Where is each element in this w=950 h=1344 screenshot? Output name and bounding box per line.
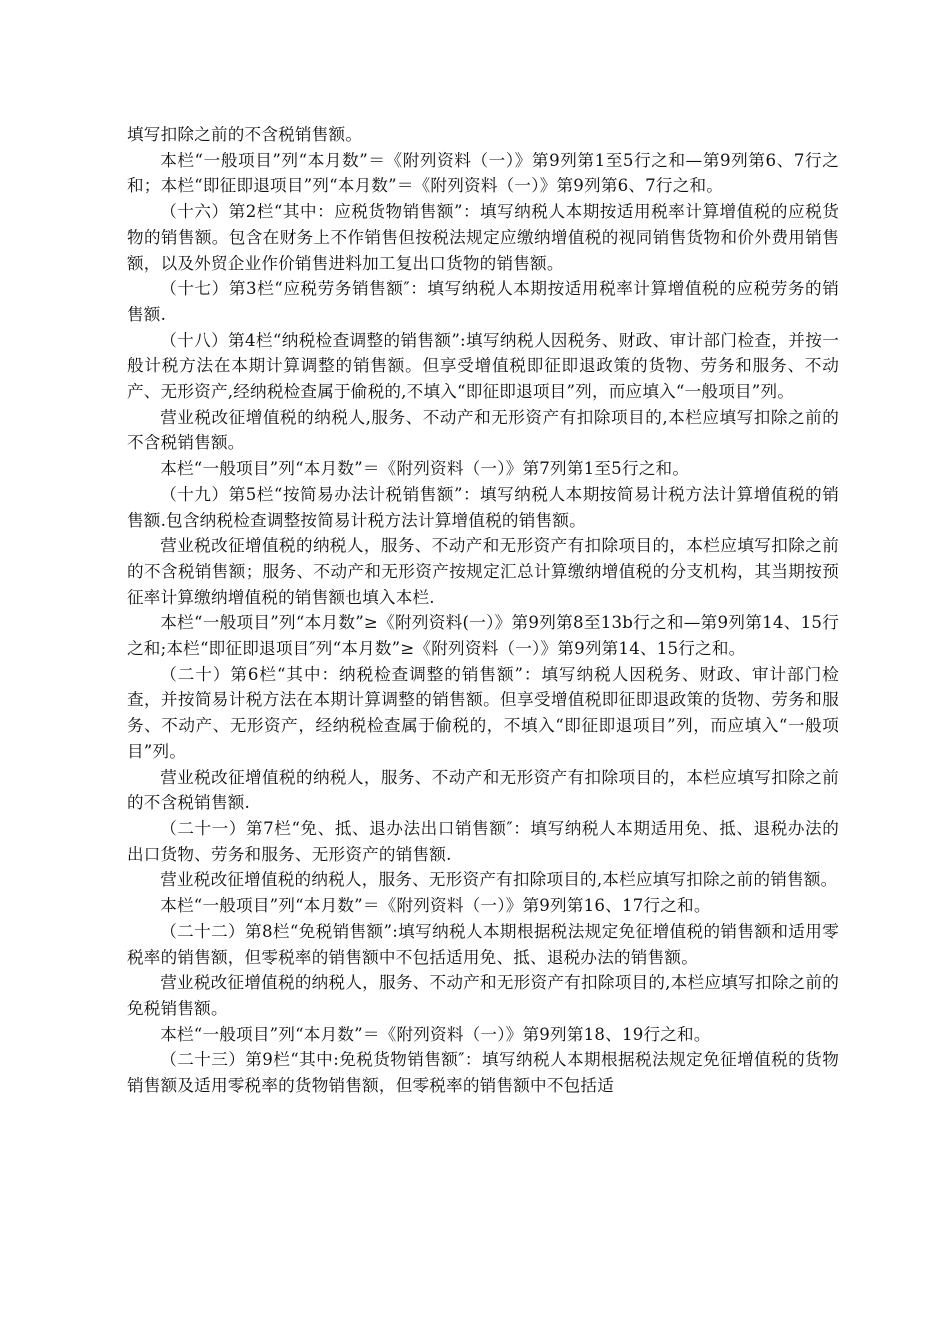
paragraph: （十六）第2栏“其中：应税货物销售额”：填写纳税人本期按适用税率计算增值税的应税货物的销售额。包含在财务上不作销售但按税法规定应缴纳增值税的视同销售货物和价外费用销售额，以及外贸企业作价销售进料加工复出口货物的销售额。: [127, 202, 839, 273]
document-body: [127, 122, 839, 1099]
paragraph: 本栏“一般项目”列“本月数”＝《附列资料（一）》第9列第16、17行之和。: [160, 896, 711, 916]
paragraph: （二十二）第8栏“免税销售额”:填写纳税人本期根据税法规定免征增值税的销售额和适用零税率的销售额，但零税率的销售额中不包括适用免、抵、退税办法的销售额。: [127, 921, 839, 967]
paragraph: 营业税改征增值税的纳税人，服务、不动产和无形资产有扣除项目的,本栏应填写扣除之前的免税销售额。: [127, 973, 839, 1018]
paragraph: 填写扣除之前的不含税销售额。: [127, 125, 363, 144]
paragraph: 本栏“一般项目”列“本月数”＝《附列资料（一）》第9列第18、19行之和。: [160, 1024, 711, 1044]
paragraph: 营业税改征增值税的纳税人，服务、不动产和无形资产有扣除项目的，本栏应填写扣除之前的不含税销售额.: [127, 767, 839, 813]
paragraph: 本栏“一般项目”列“本月数”＝《附列资料（一）》第9列第1至5行之和—第9列第6、7行之和；本栏“即征即退项目”列“本月数”＝《附列资料（一）》第9列第6、7行之和。: [127, 150, 839, 196]
paragraph: （二十）第6栏“其中：纳税检查调整的销售额”：填写纳税人因税务、财政、审计部门检查，并按简易计税方法在本期计算调整的销售额。但享受增值税即征即退政策的货物、劳务和服务、不动产、无形资产，经纳税检查属于偷税的，不填入“即征即退项目”列，而应填入“一般项目”列。: [127, 664, 839, 761]
paragraph: 本栏“一般项目”列“本月数”＝《附列资料（一）》第7列第1至5行之和。: [160, 459, 690, 479]
paragraph: 营业税改征增值税的纳税人，服务、不动产和无形资产有扣除项目的，本栏应填写扣除之前的不含税销售额；服务、不动产和无形资产按规定汇总计算缴纳增值税的分支机构，其当期按预征率计算缴纳增值税的销售额也填入本栏.: [127, 536, 839, 607]
paragraph: （十九）第5栏“按简易办法计税销售额”：填写纳税人本期按简易计税方法计算增值税的销售额.包含纳税检查调整按简易计税方法计算增值税的销售额。: [127, 484, 839, 530]
paragraph: 营业税改征增值税的纳税人,服务、不动产和无形资产有扣除项目的,本栏应填写扣除之前的不含税销售额。: [127, 407, 839, 453]
paragraph: （二十一）第7栏“免、抵、退办法出口销售额″：填写纳税人本期适用免、抵、退税办法的出口货物、劳务和服务、无形资产的销售额.: [127, 818, 839, 864]
paragraph: （十八）第4栏“纳税检查调整的销售额”:填写纳税人因税务、财政、审计部门检查，并按一般计税方法在本期计算调整的销售额。但享受增值税即征即退政策的货物、劳务和服务、不动产、无形资产,经纳税检查属于偷税的,不填入“即征即退项目”列，而应填入“一般项目”列。: [127, 330, 839, 402]
paragraph: （二十三）第9栏“其中:免税货物销售额″：填写纳税人本期根据税法规定免征增值税的货物销售额及适用零税率的货物销售额，但零税率的销售额中不包括适: [127, 1050, 839, 1096]
paragraph: 营业税改征增值税的纳税人，服务、无形资产有扣除项目的,本栏应填写扣除之前的销售额。: [160, 870, 838, 890]
paragraph: 本栏“一般项目”列“本月数”≥《附列资料(一）》第9列第8至13b行之和—第9列第14、15行之和;本栏“即征即退项目″列“本月数”≥《附列资料（一）》第9列第14、15行之和。: [127, 613, 839, 659]
paragraph: （十七）第3栏“应税劳务销售额″：填写纳税人本期按适用税率计算增值税的应税劳务的销售额.: [127, 279, 839, 324]
